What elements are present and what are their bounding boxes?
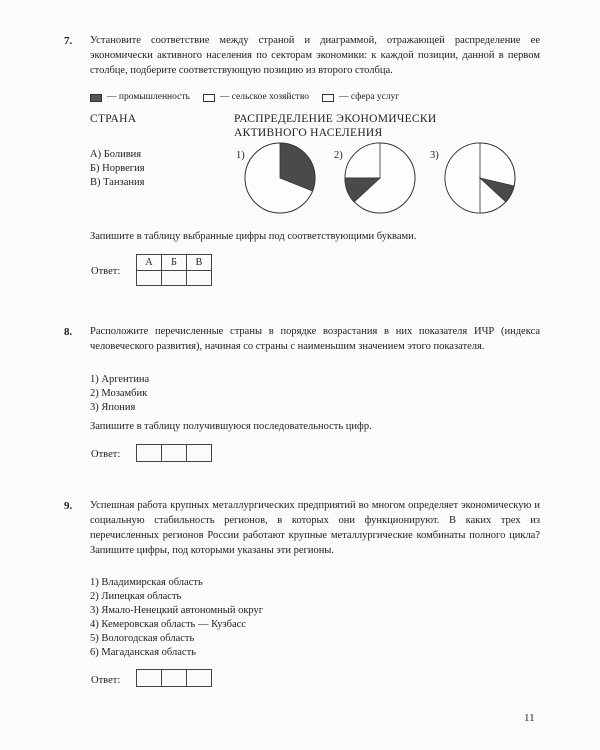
column-header-country: СТРАНА [90,113,137,125]
answer-box[interactable] [186,444,212,462]
country-item: Б) Норвегия [90,163,145,174]
list-item: 1) Аргентина [90,374,150,385]
pie-2-services-slice [345,143,380,178]
table-header-v: В [187,255,212,271]
q9-list [90,575,263,659]
question-9-number: 9. [64,500,73,512]
country-item: В) Танзания [90,177,145,188]
column-header-distribution-1: РАСПРЕДЕЛЕНИЕ ЭКОНОМИЧЕСКИ [234,113,437,125]
pie-3-services-slice [445,143,480,213]
table-header-a: А [137,255,162,271]
diagram-label-1: 1) [236,150,245,161]
question-7-instruction: Запишите в таблицу выбранные цифры под соответствующими буквами. [90,231,417,242]
list-item: 6) Магаданская область [90,647,196,658]
question-9-text: Успешная работа крупных металлургических предприятий во многом определяет экономическую и социальную стабильность регионов, в которых они функционируют. В каких трех из перечисленных регионов России работают крупные металлургические комбинаты полного цикла? Запишите цифры, под которыми указаны эти регионы. [90,500,540,556]
question-8-instruction: Запишите в таблицу получившуюся последовательность цифр. [90,421,372,432]
answer-boxes-8 [136,444,211,462]
legend-swatch-services [322,94,334,102]
answer-boxes-9 [136,669,211,687]
answer-cell-v[interactable] [187,271,212,286]
list-item: 1) Владимирская область [90,577,203,588]
question-7-text: Установите соответствие между страной и диаграммой, отражающей распределение ее экономически активного населения по секторам экономики: к каждой позиции, данной в первом столбце, подберите соответствующую позицию из второго столбца. [90,35,540,76]
country-list [90,147,145,189]
list-item: 5) Вологодская область [90,633,195,644]
answer-box[interactable] [186,669,212,687]
list-item: 2) Мозамбик [90,388,148,399]
legend-services: — сфера услуг [339,92,400,102]
chart-legend [90,90,399,105]
answer-table-7 [136,254,212,286]
pie-chart-2 [345,143,415,213]
pie-diagrams [240,140,530,220]
question-8-text: Расположите перечисленные страны в порядке возрастания в них показателя ИЧР (индекса человеческого развития), начиная со страны с наименьшим значением этого показателя. [90,326,540,352]
answer-cell-a[interactable] [137,271,162,286]
question-7-number: 7. [64,35,73,47]
column-header-distribution-2: АКТИВНОГО НАСЕЛЕНИЯ [234,127,383,139]
answer-cell-b[interactable] [162,271,187,286]
answer-box[interactable] [136,444,162,462]
pie-chart-3 [445,143,515,213]
answer-box[interactable] [161,444,187,462]
pie-chart-1 [245,143,315,213]
answer-box[interactable] [161,669,187,687]
list-item: 4) Кемеровская область — Кузбасс [90,619,247,630]
diagram-label-2: 2) [334,150,343,161]
list-item: 2) Липецкая область [90,591,182,602]
legend-industry: — промышленность [107,92,190,102]
question-8-number: 8. [64,326,73,338]
page-number: 11 [524,712,535,724]
country-item: А) Боливия [90,149,142,160]
answer-label-8: Ответ: [91,449,121,460]
answer-label-7: Ответ: [91,266,121,277]
list-item: 3) Ямало-Ненецкий автономный округ [90,605,264,616]
legend-agriculture: — сельское хозяйство [219,92,310,102]
diagram-label-3: 3) [430,150,439,161]
legend-swatch-industry [90,94,102,102]
table-header-b: Б [162,255,187,271]
answer-box[interactable] [136,669,162,687]
answer-label-9: Ответ: [91,675,121,686]
q8-list [90,372,149,414]
list-item: 3) Япония [90,402,136,413]
legend-swatch-agriculture [203,94,215,102]
